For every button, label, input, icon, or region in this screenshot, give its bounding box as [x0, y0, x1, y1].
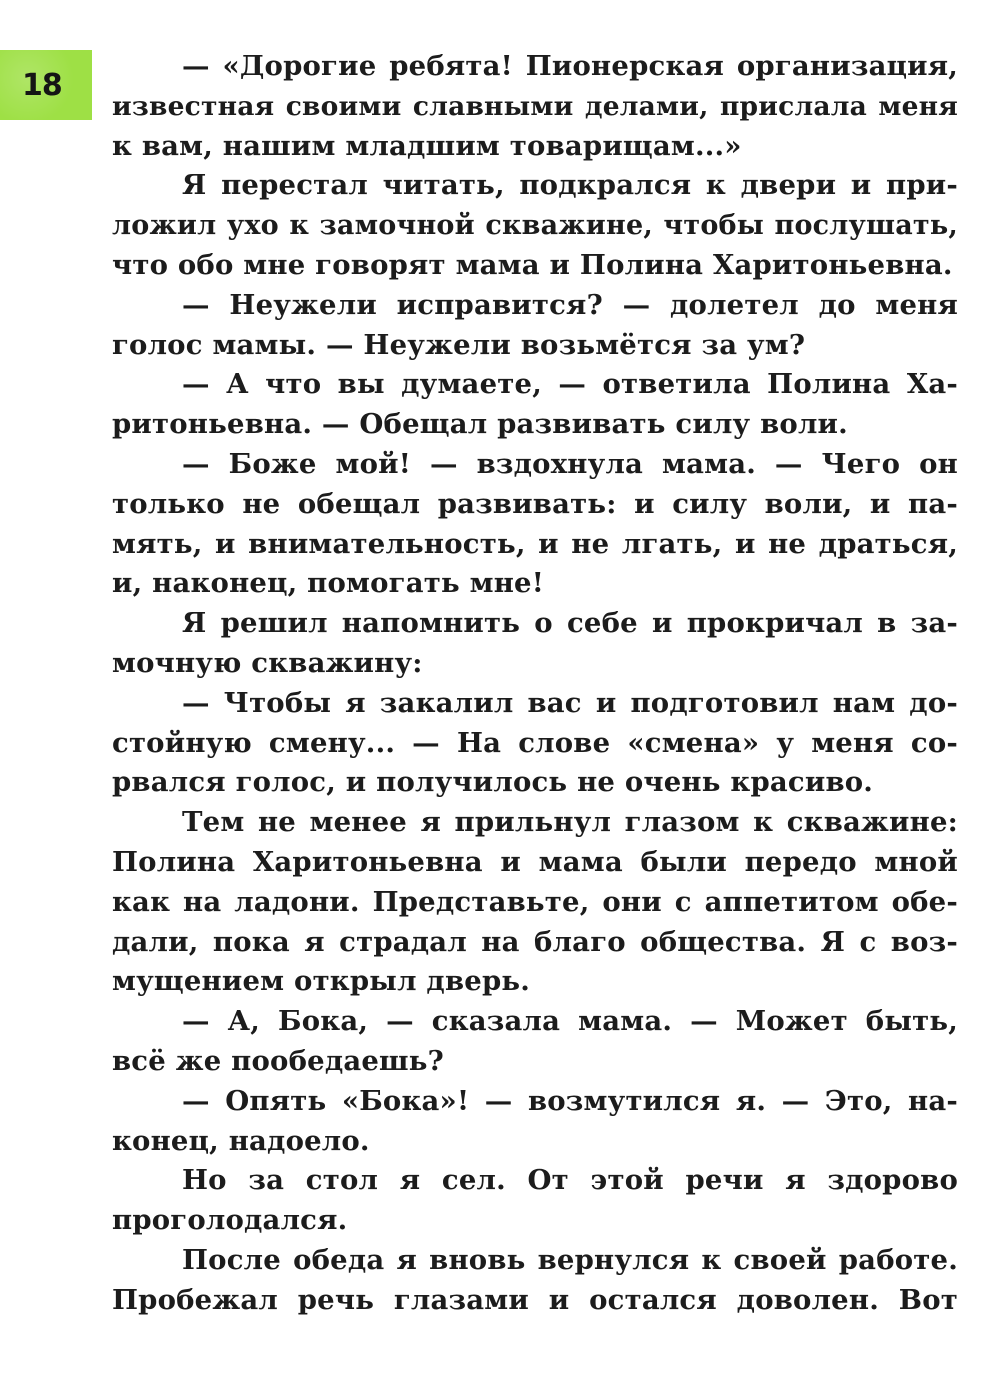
page-number: 18 — [22, 67, 62, 103]
text-line: и, наконец, помогать мне! — [112, 567, 545, 600]
text-line: — А, Бока, — сказала мама. — Может быть, — [182, 1005, 958, 1038]
text-line: — «Дорогие ребята! Пионерская организация, — [182, 50, 958, 82]
text-line: Но за стол я сел. От этой речи я здорово — [182, 1164, 958, 1197]
text-line: мущением открыл дверь. — [112, 965, 531, 998]
text-line: рвался голос, и получилось не очень красиво. — [112, 766, 874, 799]
page-number-tab — [0, 50, 92, 120]
text-line: — Неужели исправится? — долетел до меня — [182, 288, 958, 321]
text-line: конец, надоело. — [112, 1124, 370, 1157]
text-line: что обо мне говорят мама и Полина Харитоньевна. — [112, 248, 953, 281]
text-line: После обеда я вновь вернулся к своей работе. — [182, 1243, 958, 1276]
book-text — [112, 47, 958, 1321]
text-line: Пробежал речь глазами и остался доволен. Вот — [112, 1283, 958, 1316]
text-line: как на ладони. Представьте, они с аппетитом обе- — [112, 885, 958, 918]
text-line: Я решил напомнить о себе и прокричал в за- — [182, 607, 958, 640]
text-line: к вам, нашим младшим товарищам...» — [112, 129, 742, 162]
text-line: стойную смену... — На слове «смена» у меня со- — [112, 726, 958, 759]
text-line: Я перестал читать, подкрался к двери и при- — [182, 169, 958, 202]
text-line: — Чтобы я закалил вас и подготовил нам до- — [182, 686, 958, 719]
text-line: всё же пообедаешь? — [112, 1044, 444, 1077]
text-line: мять, и внимательность, и не лгать, и не драться, — [112, 527, 958, 560]
text-line: известная своими славными делами, прислала меня — [112, 90, 958, 122]
text-line: ложил ухо к замочной скважине, чтобы послушать, — [112, 210, 958, 242]
text-line: — А что вы думаете, — ответила Полина Ха- — [182, 368, 958, 401]
text-line: только не обещал развивать: и силу воли, и па- — [112, 487, 958, 520]
text-line: мочную скважину: — [112, 646, 423, 679]
text-line: ритоньевна. — Обещал развивать силу воли. — [112, 408, 848, 441]
text-line: Тем не менее я прильнул глазом к скважине: — [182, 806, 958, 839]
text-line: — Опять «Бока»! — возмутился я. — Это, на- — [182, 1084, 958, 1117]
text-line: — Боже мой! — вздохнула мама. — Чего он — [182, 447, 958, 480]
text-line: дали, пока я страдал на благо общества. Я с воз- — [112, 925, 958, 958]
text-line: голос мамы. — Неужели возьмётся за ум? — [112, 328, 806, 361]
text-line: проголодался. — [112, 1204, 348, 1237]
text-line: Полина Харитоньевна и мама были передо мной — [112, 845, 958, 878]
